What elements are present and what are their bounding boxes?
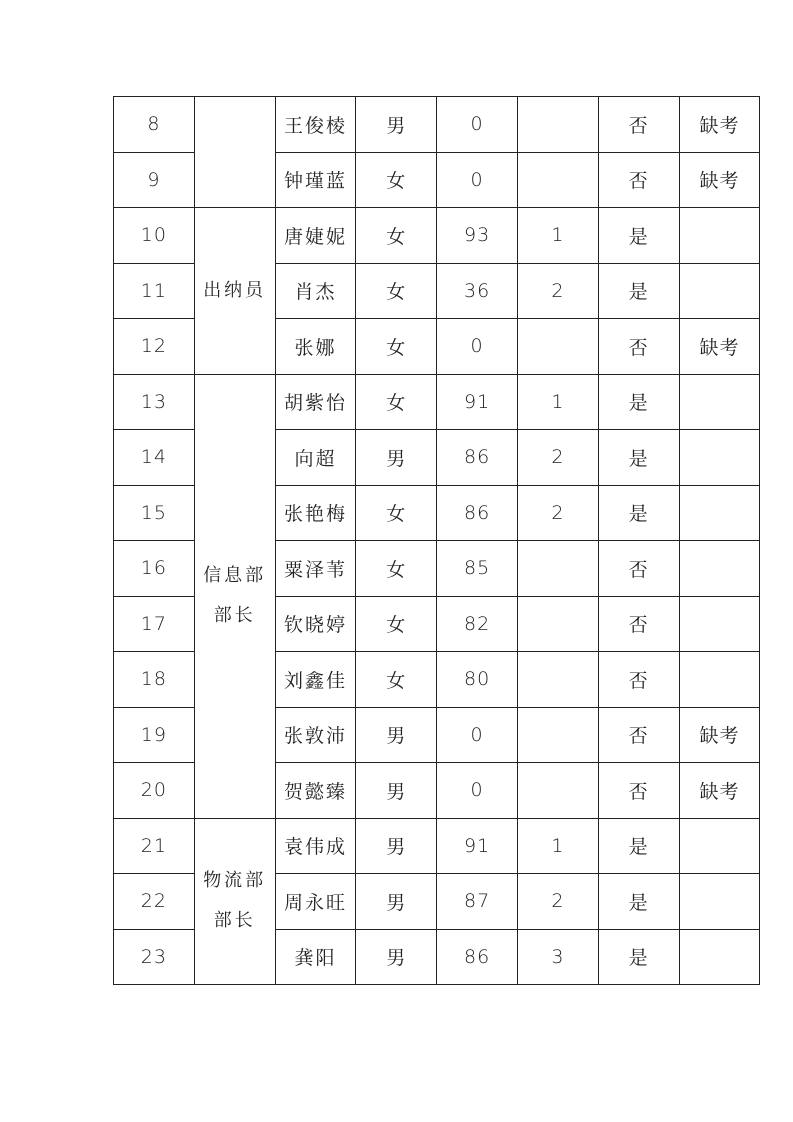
gender-cell: 男 [356, 763, 437, 819]
position-cell [194, 208, 275, 375]
remark-cell [679, 430, 760, 486]
candidate-name-cell: 钟瑾蓝 [275, 152, 356, 208]
score-cell: 0 [437, 319, 518, 375]
gender-cell: 女 [356, 652, 437, 708]
rank-cell [517, 596, 598, 652]
qualified-cell: 否 [598, 97, 679, 153]
score-cell: 87 [437, 874, 518, 930]
gender-cell: 男 [356, 874, 437, 930]
position-cell [194, 818, 275, 985]
score-cell: 0 [437, 97, 518, 153]
candidate-name-cell: 龚阳 [275, 929, 356, 985]
gender-cell: 女 [356, 541, 437, 597]
candidate-name-cell: 袁伟成 [275, 818, 356, 874]
rank-cell: 3 [517, 929, 598, 985]
candidate-name-cell: 向超 [275, 430, 356, 486]
remark-cell: 缺考 [679, 763, 760, 819]
score-cell: 91 [437, 818, 518, 874]
results-table [113, 96, 760, 985]
gender-cell: 男 [356, 818, 437, 874]
position-label-line: 出纳员 [203, 279, 267, 301]
position-cell [194, 374, 275, 818]
rank-cell: 1 [517, 818, 598, 874]
candidate-name-cell: 张敦沛 [275, 707, 356, 763]
score-cell: 36 [437, 263, 518, 319]
remark-cell: 缺考 [679, 97, 760, 153]
rank-cell [517, 541, 598, 597]
row-number-cell: 11 [114, 263, 195, 319]
candidate-name-cell: 张娜 [275, 319, 356, 375]
row-number-cell: 18 [114, 652, 195, 708]
rank-cell: 2 [517, 263, 598, 319]
remark-cell [679, 596, 760, 652]
candidate-name-cell: 贺懿臻 [275, 763, 356, 819]
row-number-cell: 13 [114, 374, 195, 430]
qualified-cell: 否 [598, 541, 679, 597]
row-number-cell: 20 [114, 763, 195, 819]
candidate-name-cell: 钦晓婷 [275, 596, 356, 652]
row-number-cell: 8 [114, 97, 195, 153]
score-cell: 86 [437, 485, 518, 541]
table-row [114, 208, 760, 264]
qualified-cell: 是 [598, 208, 679, 264]
remark-cell [679, 263, 760, 319]
gender-cell: 男 [356, 430, 437, 486]
qualified-cell: 是 [598, 485, 679, 541]
row-number-cell: 10 [114, 208, 195, 264]
candidate-name-cell: 肖杰 [275, 263, 356, 319]
gender-cell: 女 [356, 485, 437, 541]
row-number-cell: 12 [114, 319, 195, 375]
row-number-cell: 23 [114, 929, 195, 985]
position-label-line: 部长 [213, 910, 256, 932]
table-row [114, 97, 760, 153]
row-number-cell: 19 [114, 707, 195, 763]
candidate-name-cell: 张艳梅 [275, 485, 356, 541]
rank-cell: 2 [517, 874, 598, 930]
position-label-line: 物流部 [203, 870, 267, 892]
remark-cell [679, 485, 760, 541]
qualified-cell: 否 [598, 763, 679, 819]
score-cell: 86 [437, 430, 518, 486]
qualified-cell: 是 [598, 374, 679, 430]
candidate-name-cell: 王俊棱 [275, 97, 356, 153]
candidate-name-cell: 唐婕妮 [275, 208, 356, 264]
gender-cell: 女 [356, 208, 437, 264]
position-label-line: 信息部 [203, 565, 267, 586]
rank-cell [517, 707, 598, 763]
score-cell: 0 [437, 707, 518, 763]
row-number-cell: 14 [114, 430, 195, 486]
qualified-cell: 否 [598, 652, 679, 708]
qualified-cell: 是 [598, 430, 679, 486]
table-body [114, 97, 760, 985]
rank-cell [517, 652, 598, 708]
remark-cell [679, 541, 760, 597]
qualified-cell: 是 [598, 874, 679, 930]
qualified-cell: 是 [598, 818, 679, 874]
rank-cell [517, 97, 598, 153]
candidate-name-cell: 胡紫怡 [275, 374, 356, 430]
qualified-cell: 是 [598, 929, 679, 985]
candidate-name-cell: 周永旺 [275, 874, 356, 930]
gender-cell: 男 [356, 707, 437, 763]
row-number-cell: 16 [114, 541, 195, 597]
remark-cell [679, 818, 760, 874]
qualified-cell: 否 [598, 707, 679, 763]
qualified-cell: 是 [598, 263, 679, 319]
remark-cell: 缺考 [679, 319, 760, 375]
gender-cell: 女 [356, 263, 437, 319]
rank-cell: 1 [517, 374, 598, 430]
qualified-cell: 否 [598, 596, 679, 652]
score-cell: 82 [437, 596, 518, 652]
remark-cell: 缺考 [679, 152, 760, 208]
remark-cell [679, 208, 760, 264]
qualified-cell: 否 [598, 152, 679, 208]
row-number-cell: 9 [114, 152, 195, 208]
table-row [114, 374, 760, 430]
row-number-cell: 17 [114, 596, 195, 652]
remark-cell: 缺考 [679, 707, 760, 763]
position-cell [194, 97, 275, 208]
gender-cell: 女 [356, 152, 437, 208]
gender-cell: 女 [356, 319, 437, 375]
rank-cell: 2 [517, 485, 598, 541]
rank-cell [517, 763, 598, 819]
remark-cell [679, 929, 760, 985]
remark-cell [679, 374, 760, 430]
remark-cell [679, 874, 760, 930]
gender-cell: 男 [356, 97, 437, 153]
position-label-line: 部长 [213, 605, 256, 626]
score-cell: 0 [437, 763, 518, 819]
score-cell: 85 [437, 541, 518, 597]
candidate-name-cell: 刘鑫佳 [275, 652, 356, 708]
qualified-cell: 否 [598, 319, 679, 375]
score-cell: 0 [437, 152, 518, 208]
gender-cell: 女 [356, 596, 437, 652]
score-cell: 93 [437, 208, 518, 264]
score-cell: 86 [437, 929, 518, 985]
rank-cell: 2 [517, 430, 598, 486]
rank-cell [517, 152, 598, 208]
remark-cell [679, 652, 760, 708]
candidate-name-cell: 粟泽苇 [275, 541, 356, 597]
row-number-cell: 15 [114, 485, 195, 541]
rank-cell: 1 [517, 208, 598, 264]
score-cell: 91 [437, 374, 518, 430]
row-number-cell: 22 [114, 874, 195, 930]
gender-cell: 男 [356, 929, 437, 985]
gender-cell: 女 [356, 374, 437, 430]
rank-cell [517, 319, 598, 375]
table-row [114, 818, 760, 874]
score-cell: 80 [437, 652, 518, 708]
row-number-cell: 21 [114, 818, 195, 874]
